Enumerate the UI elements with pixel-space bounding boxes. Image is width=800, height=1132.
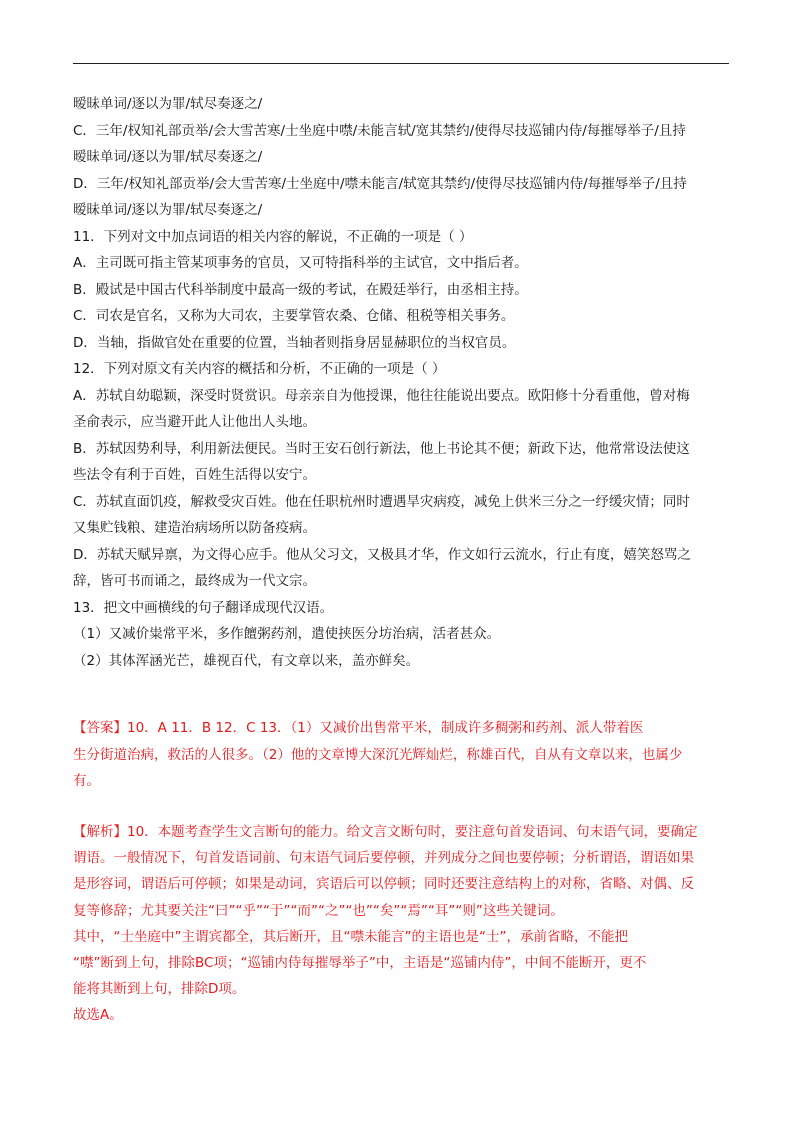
q12-option-b: B．苏轼因势利导，利用新法便民。当时王安石创行新法，他上书论其不便；新政下达，他常常设法使这 <box>73 440 690 457</box>
option-b-continuation: 暧昧单词/逐以为罪/轼尽奏逐之/ <box>73 96 263 112</box>
analysis-section <box>73 819 729 1029</box>
option-c: C．三年/权知礼部贡举/会大雪苦寒/士坐庭中噤/未能言轼/宽其禁约/使得尽技巡铺内侍/每摧辱举子/且持 <box>73 122 686 139</box>
option-d: D．三年/权知礼部贡举/会大雪苦寒/士坐庭中/噤未能言/轼宽其禁约/使得尽技巡铺内侍/每摧辱举子/且持 <box>73 175 687 192</box>
q12-option-c-continuation: 又集贮钱粮、建造治病场所以防备疫病。 <box>73 520 316 536</box>
q11-option-c: C．司农是官名，又称为大司农，主要掌管农桑、仓储、租税等相关事务。 <box>73 308 515 324</box>
question-11: 11．下列对文中加点词语的相关内容的解说，不正确的一项是（ ） <box>73 228 473 245</box>
analysis-line: 复等修辞；尤其要关注“曰”“乎”“于”“而”“之”“也”“矣”“焉”“耳”“则”这些关键词。 <box>73 902 564 919</box>
q12-option-a-continuation: 圣俞表示，应当避开此人让他出人头地。 <box>73 414 316 430</box>
option-c-continuation: 暧昧单词/逐以为罪/轼尽奏逐之/ <box>73 149 263 165</box>
analysis-line: 能将其断到上句，排除D项。 <box>73 981 246 998</box>
q12-option-b-continuation: 些法令有利于百姓，百姓生活得以安宁。 <box>73 467 316 483</box>
q12-option-d-continuation: 辞，皆可书而诵之，最终成为一代文宗。 <box>73 573 316 589</box>
q13-sentence-2: （2）其体浑涵光芒，雄视百代，有文章以来，盖亦鲜矣。 <box>73 652 420 669</box>
answer-line: 生分街道治病，救活的人很多。（2）他的文章博大深沉光辉灿烂，称雄百代，自从有文章以来，也属少 <box>73 746 683 763</box>
q12-option-a: A．苏轼自幼聪颖，深受时贤赏识。母亲亲自为他授课，他往往能说出要点。欧阳修十分看重他，曾对梅 <box>73 387 690 404</box>
option-d-continuation: 暧昧单词/逐以为罪/轼尽奏逐之/ <box>73 202 263 218</box>
analysis-line: 是形容词，谓语后可停顿；如果是动词，宾语后可以停顿；同时还要注意结构上的对称，省略、对偶、反 <box>73 876 694 893</box>
question-13: 13．把文中画横线的句子翻译成现代汉语。 <box>73 599 334 616</box>
q11-option-d: D．当轴，指做官处在重要的位置，当轴者则指身居显赫职位的当权官员。 <box>73 334 516 351</box>
question-text <box>73 91 729 674</box>
question-12: 12．下列对原文有关内容的概括和分析，不正确的一项是（ ） <box>73 361 446 377</box>
answer-line: 【答案】10．A 11．B 12．C 13．（1）又减价出售常平米，制成许多稠粥和药剂、派人带着医 <box>73 720 644 736</box>
q11-option-b: B．殿试是中国古代科举制度中最高一级的考试，在殿廷举行，由丞相主持。 <box>73 281 528 298</box>
analysis-conclusion: 故选A。 <box>73 1007 123 1024</box>
analysis-line: 其中，“士坐庭中”主谓宾都全，其后断开，且“噤未能言”的主语也是“士”，承前省略，不能把 <box>73 928 628 945</box>
q11-option-a: A．主司既可指主管某项事务的官员，又可特指科举的主试官，文中指后者。 <box>73 255 528 271</box>
q12-option-c: C．苏轼直面饥疫，解救受灾百姓。他在任职杭州时遭遇旱灾病疫，减免上供米三分之一纾缓灾情；同时 <box>73 493 690 510</box>
analysis-line: 谓语。一般情况下，句首发语词前、句末语气词后要停顿，并列成分之间也要停顿；分析谓语，谓语如果 <box>73 850 694 867</box>
header-rule <box>73 63 729 64</box>
q13-sentence-1: （1）又减价粜常平米，多作饘粥药剂，遣使挟医分坊治病，活者甚众。 <box>73 626 501 642</box>
answer-line: 有。 <box>73 773 100 789</box>
q12-option-d: D．苏轼天赋异禀，为文得心应手。他从父习文，又极具才华，作文如行云流水，行止有度，嬉笑怒骂之 <box>73 546 691 563</box>
analysis-line: 【解析】10．本题考查学生文言断句的能力。给文言文断句时，要注意句首发语词、句末语气词，要确定 <box>73 824 698 840</box>
answer-section <box>73 715 729 795</box>
analysis-line: “噤”断到上句，排除BC项；“巡铺内侍每摧辱举子”中，主语是“巡铺内侍”，中间不能断开，更不 <box>73 955 647 972</box>
